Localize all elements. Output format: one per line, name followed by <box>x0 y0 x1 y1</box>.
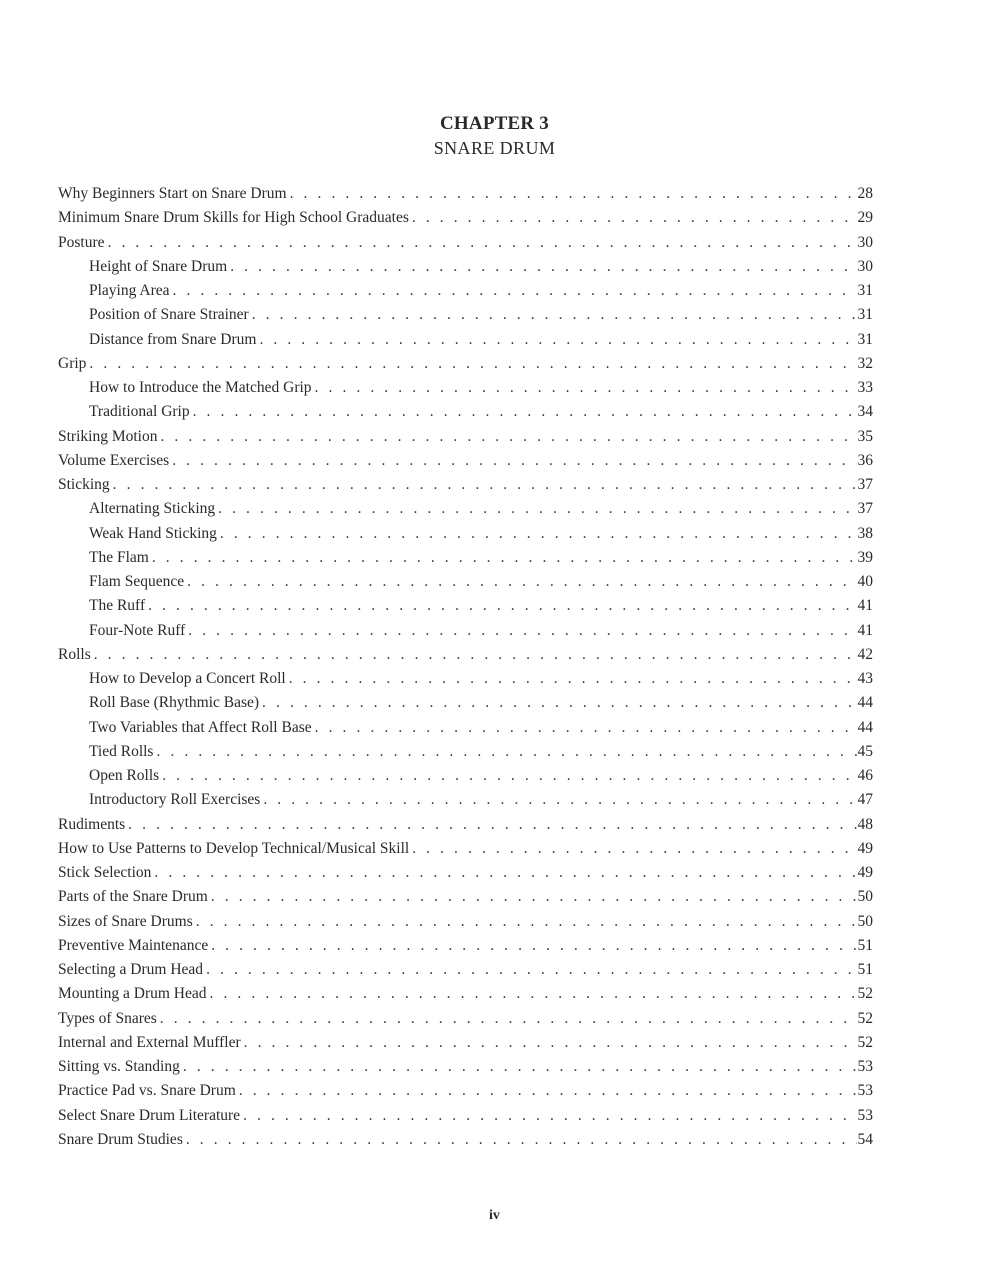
toc-entry-page: 44 <box>857 718 873 736</box>
toc-entry[interactable] <box>58 328 873 352</box>
toc-entry-page: 38 <box>857 524 873 542</box>
dot-leader <box>108 231 857 255</box>
toc-entry-label: Parts of the Snare Drum <box>58 888 208 906</box>
dot-leader <box>230 255 856 279</box>
dot-leader <box>220 522 857 546</box>
toc-entry-label: Sticking <box>58 476 110 493</box>
toc-entry-label: The Ruff <box>89 597 146 615</box>
toc-entry-page: 40 <box>857 573 873 590</box>
toc-entry[interactable] <box>58 764 873 788</box>
dot-leader <box>173 279 857 303</box>
toc-entry-page: 37 <box>857 500 873 518</box>
toc-entry-page: 31 <box>857 282 873 299</box>
toc-entry[interactable] <box>58 813 873 837</box>
dot-leader <box>239 1079 857 1103</box>
toc-entry-label: Posture <box>58 233 105 251</box>
toc-entry-label: Internal and External Muffler <box>58 1033 241 1051</box>
toc-entry[interactable] <box>58 522 873 546</box>
toc-entry-page: 30 <box>857 233 873 251</box>
dot-leader <box>252 303 857 327</box>
toc-entry[interactable] <box>58 1128 873 1152</box>
dot-leader <box>172 449 856 473</box>
dot-leader <box>243 1104 856 1128</box>
dot-leader <box>262 691 856 715</box>
toc-entry-page: 51 <box>857 936 873 954</box>
toc-entry[interactable] <box>58 255 873 279</box>
dot-leader <box>244 1031 857 1055</box>
toc-entry[interactable] <box>58 958 873 982</box>
toc-entry-label: Striking Motion <box>58 427 158 445</box>
toc-entry-page: 52 <box>857 985 873 1003</box>
toc-entry-page: 47 <box>857 791 873 809</box>
toc-entry[interactable] <box>58 1055 873 1079</box>
toc-entry[interactable] <box>58 788 873 812</box>
toc-entry-page: 34 <box>857 403 873 421</box>
toc-entry[interactable] <box>58 1079 873 1103</box>
toc-entry-label: Alternating Sticking <box>89 500 216 518</box>
toc-entry-label: Distance from Snare Drum <box>89 330 257 348</box>
toc-entry-label: Rolls <box>58 645 91 663</box>
toc-entry-page: 28 <box>857 185 873 202</box>
toc-entry[interactable] <box>58 885 873 909</box>
toc-entry-label: How to Develop a Concert Roll <box>89 670 286 687</box>
toc-entry[interactable] <box>58 425 873 449</box>
toc-entry-label: Rudiments <box>58 815 126 833</box>
dot-leader <box>160 1007 857 1031</box>
dot-leader <box>94 643 857 667</box>
toc-entry-label: Preventive Maintenance <box>58 936 209 954</box>
toc-entry-label: Traditional Grip <box>89 403 190 421</box>
toc-entry-page: 46 <box>857 767 873 784</box>
toc-entry-label: Minimum Snare Drum Skills for High School Graduates <box>58 209 409 227</box>
dot-leader <box>148 594 856 618</box>
toc-entry-page: 31 <box>857 306 873 324</box>
toc-entry-label: How to Use Patterns to Develop Technical/Musical Skill <box>58 839 410 857</box>
toc-entry-page: 35 <box>857 427 873 445</box>
toc-entry-label: Flam Sequence <box>89 573 185 590</box>
table-of-contents <box>58 182 873 1152</box>
dot-leader <box>186 1128 857 1152</box>
dot-leader <box>211 885 857 909</box>
toc-entry-page: 33 <box>857 379 873 396</box>
dot-leader <box>183 1055 857 1079</box>
toc-entry[interactable] <box>58 303 873 327</box>
chapter-title: SNARE DRUM <box>433 138 556 158</box>
toc-entry[interactable] <box>58 376 873 400</box>
toc-entry-page: 39 <box>857 548 873 566</box>
toc-entry-page: 52 <box>857 1009 873 1027</box>
dot-leader <box>160 425 856 449</box>
dot-leader <box>128 813 856 837</box>
toc-entry-label: Height of Snare Drum <box>89 257 228 275</box>
toc-entry-page: 29 <box>857 209 873 227</box>
toc-entry-label: Playing Area <box>89 282 170 299</box>
toc-entry-page: 37 <box>857 476 873 493</box>
toc-entry-page: 50 <box>857 912 873 930</box>
toc-entry[interactable] <box>58 740 873 764</box>
toc-entry[interactable] <box>58 837 873 861</box>
toc-entry-page: 41 <box>857 597 873 615</box>
dot-leader <box>259 328 856 352</box>
toc-entry-label: Mounting a Drum Head <box>58 985 207 1003</box>
toc-entry[interactable] <box>58 643 873 667</box>
dot-leader <box>162 764 856 788</box>
toc-entry[interactable] <box>58 449 873 473</box>
toc-entry[interactable] <box>58 206 873 230</box>
page-number: iv <box>489 1208 500 1223</box>
toc-entry[interactable] <box>58 352 873 376</box>
dot-leader <box>263 788 856 812</box>
dot-leader <box>196 910 857 934</box>
dot-leader <box>89 352 856 376</box>
toc-entry-page: 41 <box>857 621 873 639</box>
toc-entry[interactable] <box>58 1031 873 1055</box>
toc-entry-label: The Flam <box>89 548 149 566</box>
dot-leader <box>315 716 857 740</box>
toc-entry-page: 51 <box>857 961 873 978</box>
toc-entry-page: 44 <box>857 694 873 712</box>
toc-entry-label: Weak Hand Sticking <box>89 524 217 542</box>
toc-entry-label: Selecting a Drum Head <box>58 961 204 978</box>
toc-entry[interactable] <box>58 231 873 255</box>
dot-leader <box>206 958 856 982</box>
toc-entry[interactable] <box>58 594 873 618</box>
toc-entry[interactable] <box>58 473 873 497</box>
toc-entry[interactable] <box>58 861 873 885</box>
toc-entry[interactable] <box>58 619 873 643</box>
toc-entry-label: Why Beginners Start on Snare Drum <box>58 185 287 202</box>
toc-entry-page: 36 <box>857 451 873 469</box>
toc-entry-page: 53 <box>857 1058 873 1075</box>
toc-entry-label: Types of Snares <box>58 1009 157 1027</box>
chapter-number: CHAPTER 3 <box>440 113 549 134</box>
toc-entry-label: Open Rolls <box>89 767 160 784</box>
toc-entry-page: 52 <box>857 1033 873 1051</box>
toc-entry-label: Sizes of Snare Drums <box>58 912 193 930</box>
dot-leader <box>412 206 857 230</box>
dot-leader <box>218 497 856 521</box>
dot-leader <box>154 861 856 885</box>
toc-entry[interactable] <box>58 546 873 570</box>
toc-entry[interactable] <box>58 182 873 206</box>
toc-entry-label: Stick Selection <box>58 864 152 881</box>
toc-entry-page: 32 <box>857 354 873 372</box>
dot-leader <box>290 182 857 206</box>
toc-entry[interactable] <box>58 910 873 934</box>
toc-entry-page: 30 <box>857 257 873 275</box>
toc-entry-label: Snare Drum Studies <box>58 1130 183 1148</box>
toc-entry-label: Select Snare Drum Literature <box>58 1106 241 1124</box>
toc-entry-page: 43 <box>857 670 873 687</box>
toc-entry-label: How to Introduce the Matched Grip <box>89 379 312 396</box>
toc-entry[interactable] <box>58 716 873 740</box>
toc-entry[interactable] <box>58 982 873 1006</box>
dot-leader <box>113 473 857 497</box>
dot-leader <box>412 837 856 861</box>
toc-entry-page: 53 <box>857 1106 873 1124</box>
toc-entry-label: Tied Rolls <box>89 742 154 760</box>
toc-entry[interactable] <box>58 1007 873 1031</box>
toc-entry-page: 50 <box>857 888 873 906</box>
dot-leader <box>187 570 856 594</box>
toc-entry[interactable] <box>58 400 873 424</box>
dot-leader <box>188 619 856 643</box>
toc-entry-label: Practice Pad vs. Snare Drum <box>58 1082 236 1100</box>
toc-entry-page: 49 <box>857 864 873 881</box>
toc-entry-page: 45 <box>857 742 873 760</box>
chapter-header <box>0 112 989 160</box>
toc-entry-label: Four-Note Ruff <box>89 621 186 639</box>
toc-entry[interactable] <box>58 279 873 303</box>
dot-leader <box>211 934 856 958</box>
dot-leader <box>152 546 857 570</box>
toc-entry[interactable] <box>58 1104 873 1128</box>
toc-entry-label: Position of Snare Strainer <box>89 306 249 324</box>
toc-entry-label: Sitting vs. Standing <box>58 1058 180 1075</box>
dot-leader <box>315 376 857 400</box>
toc-entry-page: 53 <box>857 1082 873 1100</box>
dot-leader <box>289 667 857 691</box>
toc-entry-label: Two Variables that Affect Roll Base <box>89 718 312 736</box>
toc-entry[interactable] <box>58 497 873 521</box>
toc-entry[interactable] <box>58 570 873 594</box>
toc-entry-label: Grip <box>58 354 87 372</box>
toc-entry-label: Introductory Roll Exercises <box>89 791 261 809</box>
toc-entry-label: Roll Base (Rhythmic Base) <box>89 694 260 712</box>
dot-leader <box>210 982 857 1006</box>
toc-entry-page: 49 <box>857 839 873 857</box>
toc-entry[interactable] <box>58 934 873 958</box>
toc-entry-label: Volume Exercises <box>58 451 170 469</box>
toc-entry[interactable] <box>58 691 873 715</box>
toc-entry-page: 42 <box>857 645 873 663</box>
dot-leader <box>156 740 856 764</box>
toc-entry[interactable] <box>58 667 873 691</box>
toc-entry-page: 31 <box>857 330 873 348</box>
dot-leader <box>193 400 857 424</box>
toc-entry-page: 48 <box>857 815 873 833</box>
toc-entry-page: 54 <box>857 1130 873 1148</box>
